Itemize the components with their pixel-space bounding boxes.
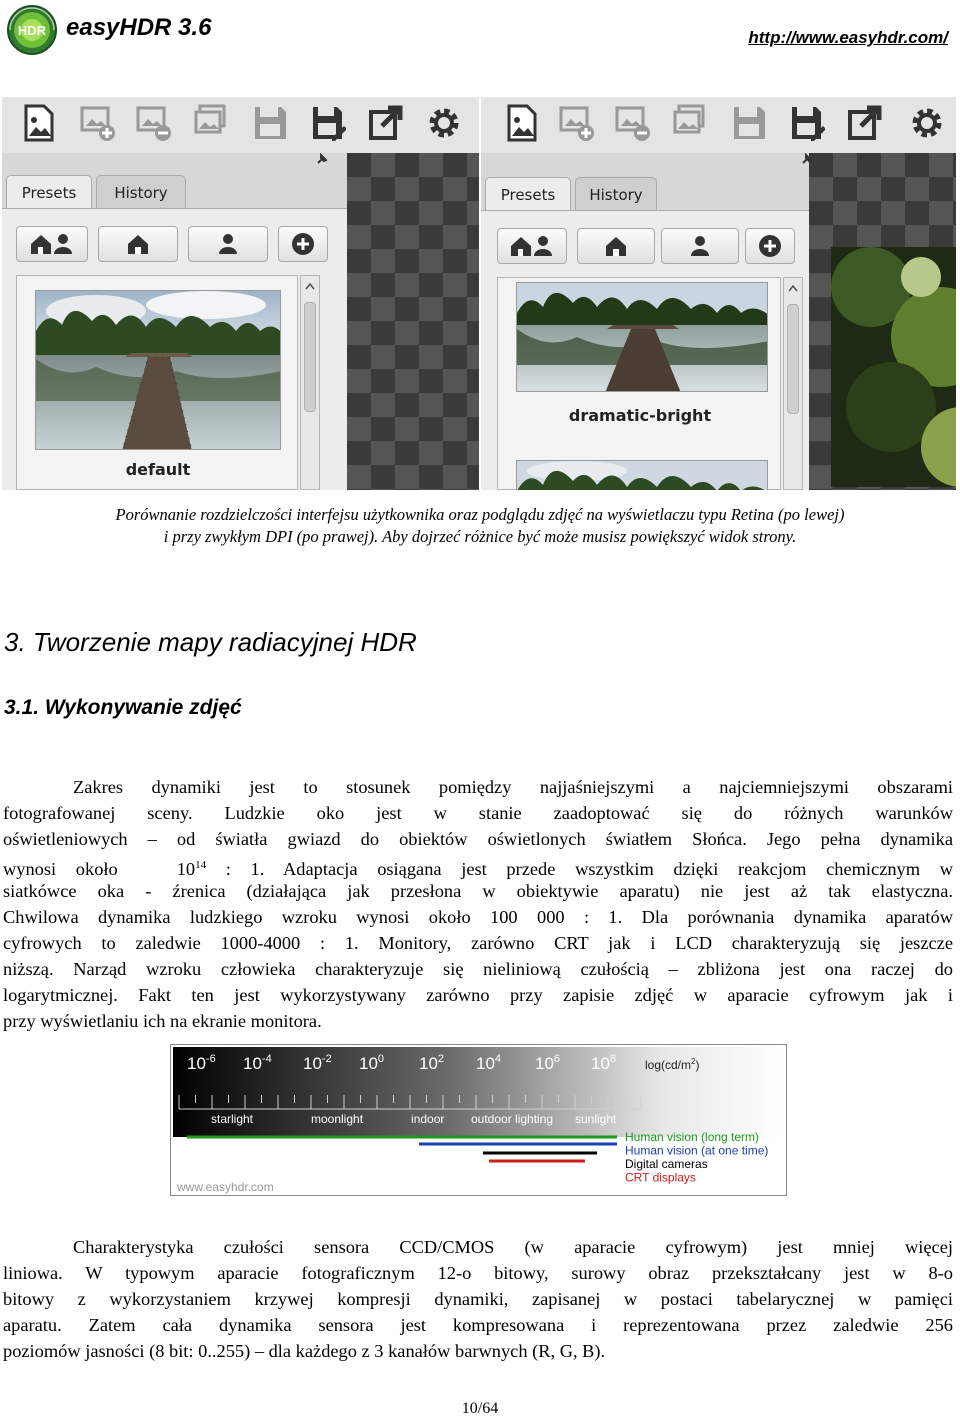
easyhdr-logo-icon (6, 4, 58, 56)
presets-panel (481, 210, 809, 490)
save-as-icon[interactable] (310, 104, 346, 142)
add-image-icon[interactable] (559, 104, 595, 142)
app-title: easyHDR 3.6 (66, 14, 212, 41)
user-presets-button[interactable] (188, 226, 268, 262)
preset-label-dramatic-bright: dramatic-bright (568, 406, 712, 425)
preset-thumbnail-next[interactable] (516, 460, 768, 490)
settings-gear-icon[interactable] (426, 104, 462, 142)
paragraph-line: oświetleniowych – od światła gwiazd do obiektów oświetlonych światłem Słońca. Jego pełna dynamika (3, 829, 953, 849)
all-presets-button[interactable] (16, 226, 88, 262)
save-icon[interactable] (731, 104, 767, 142)
builtin-presets-button[interactable] (98, 226, 178, 262)
scale-label: starlight (211, 1112, 254, 1126)
user-presets-button[interactable] (661, 228, 739, 264)
pin-icon[interactable] (316, 153, 328, 165)
add-preset-button[interactable] (745, 228, 795, 264)
preset-list-scrollbar[interactable] (300, 275, 320, 490)
caption-line-2: i przy zwykłym DPI (po prawej). Aby dojrzeć różnice być może musisz powiększyć widok strony. (163, 527, 797, 546)
builtin-presets-button[interactable] (577, 228, 655, 264)
paragraph-line: fotografowanej sceny. Ludzkie oko jest w stanie zaadoptować się do różnych warunków (3, 803, 953, 823)
exponent-label: $10^8$ (591, 1053, 617, 1073)
paragraph-dynamic-range (3, 774, 953, 1034)
open-image-icon[interactable] (503, 104, 539, 142)
exponent-label: $10^{-2}$ (303, 1053, 332, 1073)
lake-pier-image (517, 283, 768, 392)
paragraph-line: Zakres dynamiki jest to stosunek pomiędzy najjaśniejszymi a najciemniejszymi obszarami (73, 777, 953, 797)
home-icon (605, 235, 627, 257)
unit-label: $\log(cd/m^2)$ (645, 1057, 700, 1072)
exponent-label: $10^4$ (476, 1053, 502, 1073)
lake-pier-image (36, 291, 281, 450)
canvas-preview-image (831, 247, 956, 487)
preset-thumbnail-default[interactable] (35, 290, 281, 450)
legend-label: Human vision (long term) (625, 1130, 760, 1144)
tab-history[interactable]: History (575, 177, 657, 211)
pin-icon[interactable] (801, 153, 813, 165)
home-icon (127, 233, 149, 255)
home-user-icon (509, 235, 555, 257)
paragraph-line: liniowa. W typowym aparacie fotograficznym 12-o bitowy, surowy obraz przekształcany jest w 8-o (3, 1263, 953, 1283)
paragraph-sensor (3, 1234, 953, 1364)
open-image-icon[interactable] (20, 104, 56, 142)
plus-circle-icon (291, 232, 315, 256)
panel-tabs (481, 177, 809, 211)
all-presets-button[interactable] (497, 228, 567, 264)
image-stack-icon[interactable] (671, 104, 707, 142)
paragraph-line: aparatu. Zatem cała dynamika sensora jest kompresowana i reprezentowana przez zaledwie 256 (3, 1315, 953, 1335)
legend-label: Digital cameras (625, 1157, 708, 1171)
scale-label: indoor (411, 1112, 445, 1126)
remove-image-icon[interactable] (615, 104, 651, 142)
add-preset-button[interactable] (278, 226, 328, 262)
user-icon (217, 233, 239, 255)
settings-gear-icon[interactable] (909, 104, 945, 142)
dynamic-range-diagram (171, 1045, 787, 1196)
exponent-label: $10^2$ (419, 1053, 445, 1073)
tab-history[interactable]: History (96, 175, 186, 209)
exponent-label: $10^{-6}$ (187, 1053, 216, 1073)
image-stack-icon[interactable] (192, 104, 228, 142)
preset-list (497, 277, 781, 490)
paragraph-line: bitowy z wykorzystaniem krzywej kompresji dynamiki, zapisanej w postaci tabelarycznej w pamięci (3, 1289, 953, 1309)
section-heading: 3. Tworzenie mapy radiacyjnej HDR (4, 627, 417, 657)
paragraph-line: poziomów jasności (8 bit: 0..255) – dla każdego z 3 kanałów barwnych (R, G, B). (3, 1341, 606, 1361)
scroll-up-icon[interactable] (305, 282, 315, 290)
scrollbar-thumb[interactable] (304, 302, 316, 412)
ratio-base: 10 (176, 859, 196, 880)
legend-label: CRT displays (625, 1170, 696, 1185)
caption-line-1: Porównanie rozdzielczości interfejsu użytkownika oraz podglądu zdjęć na wyświetlaczu typu Retina (po lewej) (115, 505, 845, 524)
canvas-background (347, 153, 479, 490)
paragraph-line: cyfrowych to zaledwie 1000-4000 : 1. Monitory, zarówno CRT jak i LCD charakteryzują się jeszcze (3, 933, 953, 953)
paragraph-line: niższą. Narząd wzroku człowieka charakteryzuje się nieliniową czułością – zbliżona jest ona raczej do (3, 959, 953, 979)
save-icon[interactable] (252, 104, 288, 142)
paragraph-line: Chwilowa dynamika ludzkiego wzroku wynosi około 100 000 : 1. Dla porównania dynamika aparatów (3, 907, 953, 927)
preset-label-default: default (125, 460, 191, 479)
paragraph-line: siatkówce oka - źrenica (działająca jak przesłona w obiektywie aparatu) nie jest aż tak elastyczna. (3, 881, 953, 901)
retina-screenshot (2, 97, 479, 490)
scale-label: outdoor lighting (471, 1112, 554, 1126)
paragraph-line: logarytmicznej. Fakt ten jest wykorzystywany zarówno przy zapisie zdjęć w aparacie cyfrowym jak i (3, 985, 953, 1005)
toolbar (2, 97, 479, 153)
paragraph-line-ratio: wynosi około $10^{14}$ : 1. Adaptacja osiągana jest przede wszystkim dzięki reakcjom chemicznym w (3, 859, 953, 880)
remove-image-icon[interactable] (136, 104, 172, 142)
scrollbar-thumb[interactable] (787, 304, 799, 414)
user-icon (689, 235, 711, 257)
preset-list-scrollbar[interactable] (783, 277, 803, 490)
website-link[interactable]: http://www.easyhdr.com/ (748, 28, 948, 47)
home-user-icon (29, 233, 75, 255)
logo-text: HDR (17, 23, 47, 38)
ratio-tail: : 1. (225, 859, 265, 880)
lake-trees-image (517, 461, 768, 490)
page-number: 10/64 (461, 1400, 499, 1417)
save-as-icon[interactable] (789, 104, 825, 142)
ratio-exponent: 14 (195, 859, 207, 871)
figure-caption (0, 504, 960, 548)
dynamic-range-figure (170, 1044, 787, 1196)
subsection-heading: 3.1. Wykonywanie zdjęć (4, 696, 242, 719)
presets-panel (2, 208, 347, 490)
add-image-icon[interactable] (80, 104, 116, 142)
export-icon[interactable] (368, 104, 404, 142)
scroll-up-icon[interactable] (788, 284, 798, 292)
exponent-label: $10^6$ (535, 1053, 561, 1073)
scale-label: sunlight (575, 1112, 617, 1126)
tab-presets[interactable]: Presets (6, 175, 92, 209)
figure-watermark: www.easyhdr.com (177, 1180, 274, 1194)
scale-label: moonlight (311, 1112, 364, 1126)
exponent-label: $10^0$ (359, 1053, 385, 1073)
standard-dpi-screenshot (481, 97, 956, 490)
panel-tabs (2, 175, 347, 209)
exponent-label: $10^{-4}$ (243, 1053, 272, 1073)
legend-label: Human vision (at one time) (625, 1143, 769, 1158)
toolbar (481, 97, 956, 153)
preset-thumbnail-dramatic-bright[interactable] (516, 282, 768, 392)
preset-list (16, 275, 298, 490)
paragraph-line: przy wyświetlaniu ich na ekranie monitora. (3, 1011, 322, 1031)
export-icon[interactable] (847, 104, 883, 142)
paragraph-line: Charakterystyka czułości sensora CCD/CMOS (w aparacie cyfrowym) jest mniej więcej (73, 1237, 953, 1257)
plus-circle-icon (758, 234, 782, 258)
tab-presets[interactable]: Presets (485, 177, 571, 211)
